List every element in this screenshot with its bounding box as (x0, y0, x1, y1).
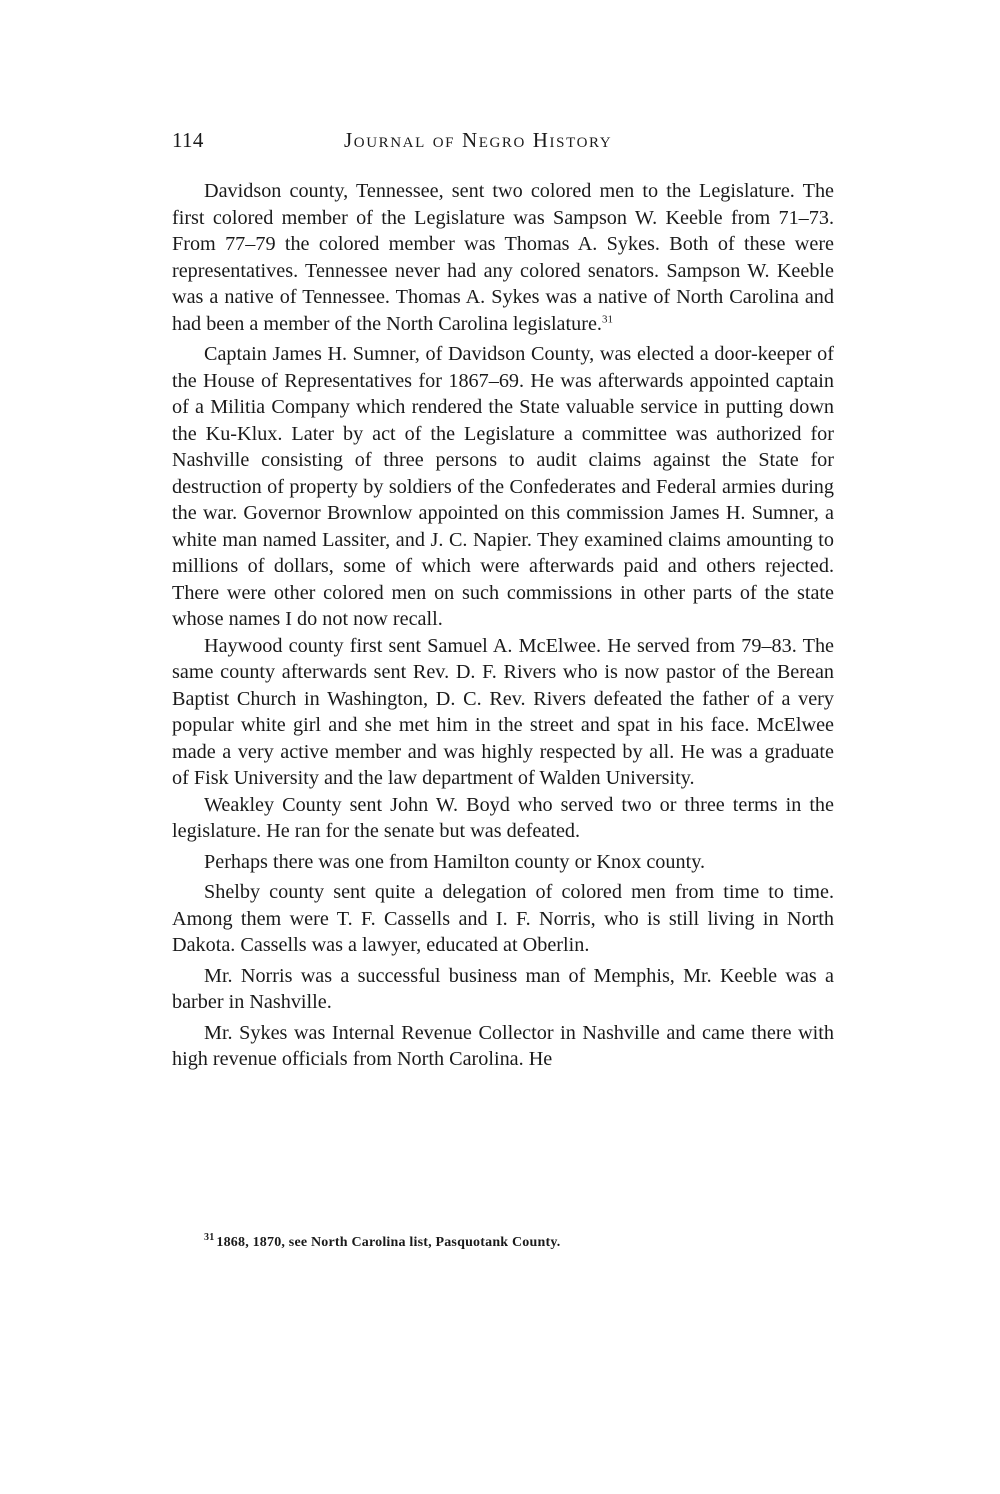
paragraph: Haywood county first sent Samuel A. McElwee. He served from 79–83. The same county afterwards sent Rev. D. F. Rivers who is now pastor of the Berean Baptist Church in Washington, D. C. Rev. Rivers defeated the father of a very popular white girl and she met him in the street and spat in his face. McElwee made a very active member and was highly respected by all. He was a graduate of Fisk University and the law department of Walden University. (172, 634, 834, 789)
paragraph (172, 178, 834, 337)
footnote (204, 1232, 834, 1251)
paragraph: Captain James H. Sumner, of Davidson County, was elected a door-keeper of the House of Representatives for 1867–69. He was afterwards appointed captain of a Militia Company which rendered the State valuable service in putting down the Ku-Klux. Later by act of the Legislature a committee was authorized for Nashville consisting of three persons to audit claims against the State for destruction of property by soldiers of the Confederates and Federal armies during the war. Governor Brownlow appointed on this commission James H. Sumner, a white man named Lassiter, and J. C. Napier. They examined claims amounting to millions of dollars, some of which were afterwards paid and others rejected. There were other colored men on such commissions in other parts of the state whose names I do not now recall. (172, 343, 834, 630)
paragraph: Weakley County sent John W. Boyd who served two or three terms in the legislature. He ran for the senate but was defeated. (172, 793, 834, 842)
paragraph: Perhaps there was one from Hamilton county or Knox county. (204, 850, 706, 873)
body-text (172, 178, 834, 1077)
footnote-text: 1868, 1870, see North Carolina list, Pasquotank County. (216, 1235, 561, 1250)
page-header (172, 128, 834, 162)
footnote-reference: 31 (601, 312, 613, 325)
footnote-number: 31 (204, 1232, 215, 1244)
paragraph-text: Davidson county, Tennessee, sent two colored men to the Legislature. The first colored member of the Legislature was Sampson W. Keeble from 71–73. From 77–79 the colored member was Thomas A. Sykes. Both of these were representatives. Tennessee never had any colored senators. Sampson W. Keeble was a native of Tennessee. Thomas A. Sykes was a native of North Carolina and had been a member of the North Carolina legislature. (172, 180, 834, 335)
paragraph: Mr. Norris was a successful business man of Memphis, Mr. Keeble was a barber in Nashville. (172, 964, 834, 1013)
running-head: Journal of Negro History (344, 128, 613, 152)
page-number: 114 (172, 128, 204, 152)
paragraph: Mr. Sykes was Internal Revenue Collector in Nashville and came there with high revenue officials from North Carolina. He (172, 1021, 834, 1070)
paragraph: Shelby county sent quite a delegation of colored men from time to time. Among them were T. F. Cassells and I. F. Norris, who is still living in North Dakota. Cassells was a lawyer, educated at Oberlin. (172, 881, 834, 956)
